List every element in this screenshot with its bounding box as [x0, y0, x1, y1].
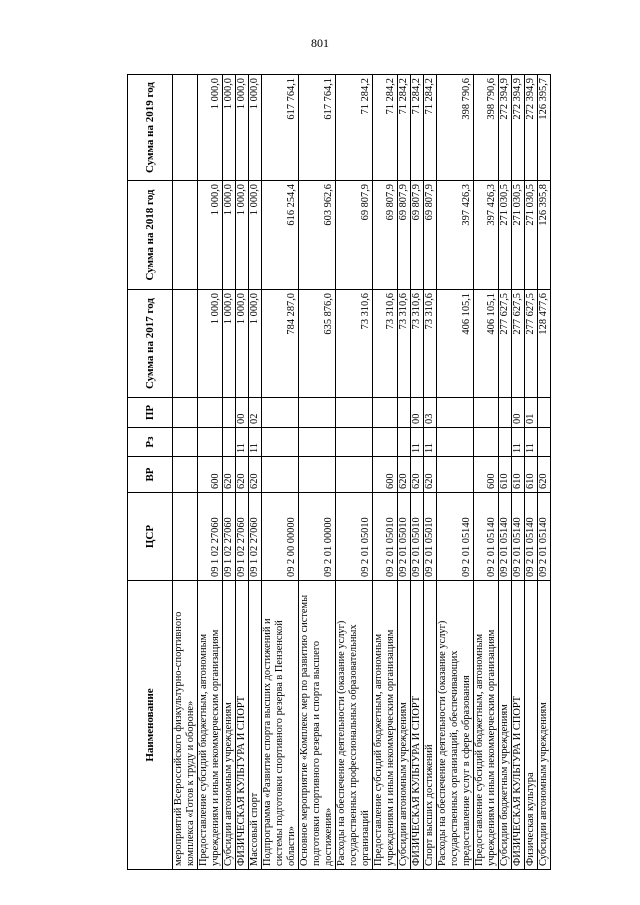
row-sum-2018: 1 000,0 — [249, 181, 262, 290]
header-csr: ЦСР — [128, 493, 173, 581]
row-sum-2018: 603 962,6 — [299, 181, 336, 290]
table-row — [411, 75, 424, 870]
row-sum-2018: 271 030,5 — [499, 181, 512, 290]
row-csr: 09 2 00 00000 — [262, 493, 299, 581]
row-pr — [373, 398, 398, 428]
row-rz — [223, 428, 236, 457]
row-vr: 620 — [249, 457, 262, 493]
row-pr: 00 — [512, 398, 525, 428]
row-csr: 09 2 01 05140 — [499, 493, 512, 581]
table-row — [525, 75, 538, 870]
row-sum-2018: 1 000,0 — [223, 181, 236, 290]
row-name: Субсидии бюджетным учреждениям — [499, 581, 512, 870]
row-sum-2017: 1 000,0 — [249, 290, 262, 398]
row-rz — [474, 428, 499, 457]
row-sum-2017: 73 310,6 — [373, 290, 398, 398]
row-csr: 09 1 02 27060 — [236, 493, 249, 581]
table-row — [336, 75, 373, 870]
row-sum-2018: 69 807,9 — [411, 181, 424, 290]
row-name: ФИЗИЧЕСКАЯ КУЛЬТУРА И СПОРТ — [236, 581, 249, 870]
row-rz: 11 — [512, 428, 525, 457]
row-name: Расходы на обеспечение деятельности (оказание услуг) государственных организаций, обеспечивающих предоставление услуг в сфере образования — [437, 581, 474, 870]
row-name: Субсидии автономным учреждениям — [223, 581, 236, 870]
row-name: Предоставление субсидий бюджетным, автономным учреждениям и иным некоммерческим организациям — [198, 581, 223, 870]
row-name: ФИЗИЧЕСКАЯ КУЛЬТУРА И СПОРТ — [512, 581, 525, 870]
row-name: Субсидии автономным учреждениям — [538, 581, 551, 870]
row-csr — [173, 493, 198, 581]
table-row — [373, 75, 398, 870]
row-pr — [198, 398, 223, 428]
row-csr: 09 2 01 05010 — [373, 493, 398, 581]
row-pr — [437, 398, 474, 428]
row-csr: 09 2 01 00000 — [299, 493, 336, 581]
row-csr: 09 1 02 27060 — [198, 493, 223, 581]
rotated-table-container — [127, 75, 549, 870]
row-vr: 620 — [538, 457, 551, 493]
row-sum-2019: 71 284,2 — [411, 75, 424, 181]
table-row — [398, 75, 411, 870]
row-sum-2019: 272 394,9 — [512, 75, 525, 181]
row-rz — [373, 428, 398, 457]
row-rz: 11 — [424, 428, 437, 457]
row-sum-2019 — [173, 75, 198, 181]
row-vr — [173, 457, 198, 493]
table-row — [299, 75, 336, 870]
row-name: ФИЗИЧЕСКАЯ КУЛЬТУРА И СПОРТ — [411, 581, 424, 870]
row-pr — [223, 398, 236, 428]
row-csr: 09 2 01 05010 — [411, 493, 424, 581]
row-name: Расходы на обеспечение деятельности (оказание услуг) государственных профессиональных образовательных организаций — [336, 581, 373, 870]
row-sum-2018: 69 807,9 — [373, 181, 398, 290]
row-pr: 00 — [411, 398, 424, 428]
row-name: Субсидии автономным учреждениям — [398, 581, 411, 870]
table-row — [424, 75, 437, 870]
row-vr: 610 — [525, 457, 538, 493]
row-vr: 620 — [424, 457, 437, 493]
row-pr — [336, 398, 373, 428]
row-sum-2017: 73 310,6 — [411, 290, 424, 398]
row-sum-2019: 398 790,6 — [474, 75, 499, 181]
page-number: 801 — [311, 36, 329, 50]
row-name: Подпрограмма «Развитие спорта высших достижений и системы подготовки спортивного резерва в Пензенской области» — [262, 581, 299, 870]
row-sum-2019: 398 790,6 — [437, 75, 474, 181]
row-vr: 600 — [373, 457, 398, 493]
table-body — [173, 75, 551, 870]
row-vr — [262, 457, 299, 493]
row-csr: 09 2 01 05010 — [398, 493, 411, 581]
row-pr: 02 — [249, 398, 262, 428]
header-name: Наименование — [128, 581, 173, 870]
row-vr: 610 — [499, 457, 512, 493]
row-name: Предоставление субсидий бюджетным, автономным учреждениям и иным некоммерческим организациям — [373, 581, 398, 870]
row-vr: 620 — [223, 457, 236, 493]
row-csr: 09 2 01 05010 — [424, 493, 437, 581]
row-pr: 00 — [236, 398, 249, 428]
row-rz — [173, 428, 198, 457]
row-sum-2019: 126 395,7 — [538, 75, 551, 181]
row-vr: 610 — [512, 457, 525, 493]
row-pr: 01 — [525, 398, 538, 428]
row-sum-2017: 73 310,6 — [424, 290, 437, 398]
table-row — [173, 75, 198, 870]
table-row — [512, 75, 525, 870]
row-sum-2019: 1 000,0 — [236, 75, 249, 181]
row-name: Массовый спорт — [249, 581, 262, 870]
row-sum-2019: 71 284,2 — [336, 75, 373, 181]
row-sum-2018 — [173, 181, 198, 290]
row-sum-2017: 73 310,6 — [336, 290, 373, 398]
row-rz — [437, 428, 474, 457]
row-pr — [538, 398, 551, 428]
row-sum-2017: 277 627,5 — [525, 290, 538, 398]
table-row — [474, 75, 499, 870]
row-sum-2019: 1 000,0 — [198, 75, 223, 181]
row-vr: 620 — [236, 457, 249, 493]
table-row — [499, 75, 512, 870]
row-rz — [398, 428, 411, 457]
row-vr: 600 — [474, 457, 499, 493]
row-rz: 11 — [525, 428, 538, 457]
row-sum-2017: 635 876,0 — [299, 290, 336, 398]
row-rz: 11 — [236, 428, 249, 457]
row-sum-2018: 271 030,5 — [525, 181, 538, 290]
row-rz: 11 — [249, 428, 262, 457]
row-pr — [173, 398, 198, 428]
row-rz — [262, 428, 299, 457]
row-vr: 620 — [398, 457, 411, 493]
row-name: Физическая культура — [525, 581, 538, 870]
row-sum-2018: 126 395,8 — [538, 181, 551, 290]
row-name: Спорт высших достижений — [424, 581, 437, 870]
row-vr: 600 — [198, 457, 223, 493]
row-csr: 09 2 01 05140 — [525, 493, 538, 581]
row-sum-2018: 69 807,9 — [336, 181, 373, 290]
table-row — [223, 75, 236, 870]
row-vr — [336, 457, 373, 493]
row-sum-2019: 272 394,9 — [525, 75, 538, 181]
table-row — [236, 75, 249, 870]
row-csr: 09 1 02 27060 — [249, 493, 262, 581]
row-pr — [262, 398, 299, 428]
table-row — [198, 75, 223, 870]
row-pr — [398, 398, 411, 428]
header-rz: Рз — [128, 428, 173, 457]
row-rz — [198, 428, 223, 457]
row-rz — [336, 428, 373, 457]
row-sum-2017: 1 000,0 — [198, 290, 223, 398]
row-rz — [299, 428, 336, 457]
row-csr: 09 1 02 27060 — [223, 493, 236, 581]
row-sum-2019: 617 764,1 — [299, 75, 336, 181]
row-sum-2018: 616 254,4 — [262, 181, 299, 290]
row-sum-2018: 397 426,3 — [437, 181, 474, 290]
table-header-row — [128, 75, 173, 870]
table-row — [437, 75, 474, 870]
row-sum-2017: 277 627,5 — [499, 290, 512, 398]
row-sum-2017: 406 105,1 — [474, 290, 499, 398]
row-vr — [299, 457, 336, 493]
row-sum-2019: 1 000,0 — [223, 75, 236, 181]
row-sum-2019: 71 284,2 — [373, 75, 398, 181]
row-pr — [499, 398, 512, 428]
table-row — [262, 75, 299, 870]
row-csr: 09 2 01 05140 — [538, 493, 551, 581]
row-sum-2017 — [173, 290, 198, 398]
row-sum-2017: 277 627,5 — [512, 290, 525, 398]
row-sum-2018: 1 000,0 — [198, 181, 223, 290]
row-pr: 03 — [424, 398, 437, 428]
row-sum-2019: 71 284,2 — [398, 75, 411, 181]
header-pr: ПР — [128, 398, 173, 428]
row-vr — [437, 457, 474, 493]
row-sum-2017: 1 000,0 — [236, 290, 249, 398]
row-rz — [499, 428, 512, 457]
header-sum-2017: Сумма на 2017 год — [128, 290, 173, 398]
row-pr — [474, 398, 499, 428]
row-sum-2017: 128 477,6 — [538, 290, 551, 398]
row-sum-2019: 272 394,9 — [499, 75, 512, 181]
row-csr: 09 2 01 05140 — [474, 493, 499, 581]
row-sum-2019: 617 764,1 — [262, 75, 299, 181]
row-sum-2019: 71 284,2 — [424, 75, 437, 181]
row-rz: 11 — [411, 428, 424, 457]
budget-table — [127, 74, 551, 870]
row-sum-2018: 69 807,9 — [398, 181, 411, 290]
row-sum-2018: 397 426,3 — [474, 181, 499, 290]
header-sum-2018: Сумма на 2018 год — [128, 181, 173, 290]
row-sum-2017: 784 287,0 — [262, 290, 299, 398]
row-csr: 09 2 01 05010 — [336, 493, 373, 581]
table-row — [538, 75, 551, 870]
row-name: Предоставление субсидий бюджетным, автономным учреждениям и иным некоммерческим организациям — [474, 581, 499, 870]
row-sum-2017: 73 310,6 — [398, 290, 411, 398]
row-name: Основное мероприятие «Комплекс мер по развитию системы подготовки спортивного резерва и спорта высшего достижения» — [299, 581, 336, 870]
row-sum-2017: 406 105,1 — [437, 290, 474, 398]
row-name: мероприятий Всероссийского физкультурно-спортивного комплекса «Готов к труду и обороне» — [173, 581, 198, 870]
row-vr: 620 — [411, 457, 424, 493]
row-sum-2018: 1 000,0 — [236, 181, 249, 290]
header-vr: ВР — [128, 457, 173, 493]
row-rz — [538, 428, 551, 457]
row-sum-2018: 69 807,9 — [424, 181, 437, 290]
row-csr: 09 2 01 05140 — [437, 493, 474, 581]
row-pr — [299, 398, 336, 428]
table-row — [249, 75, 262, 870]
row-csr: 09 2 01 05140 — [512, 493, 525, 581]
row-sum-2019: 1 000,0 — [249, 75, 262, 181]
row-sum-2017: 1 000,0 — [223, 290, 236, 398]
row-sum-2018: 271 030,5 — [512, 181, 525, 290]
header-sum-2019: Сумма на 2019 год — [128, 75, 173, 181]
